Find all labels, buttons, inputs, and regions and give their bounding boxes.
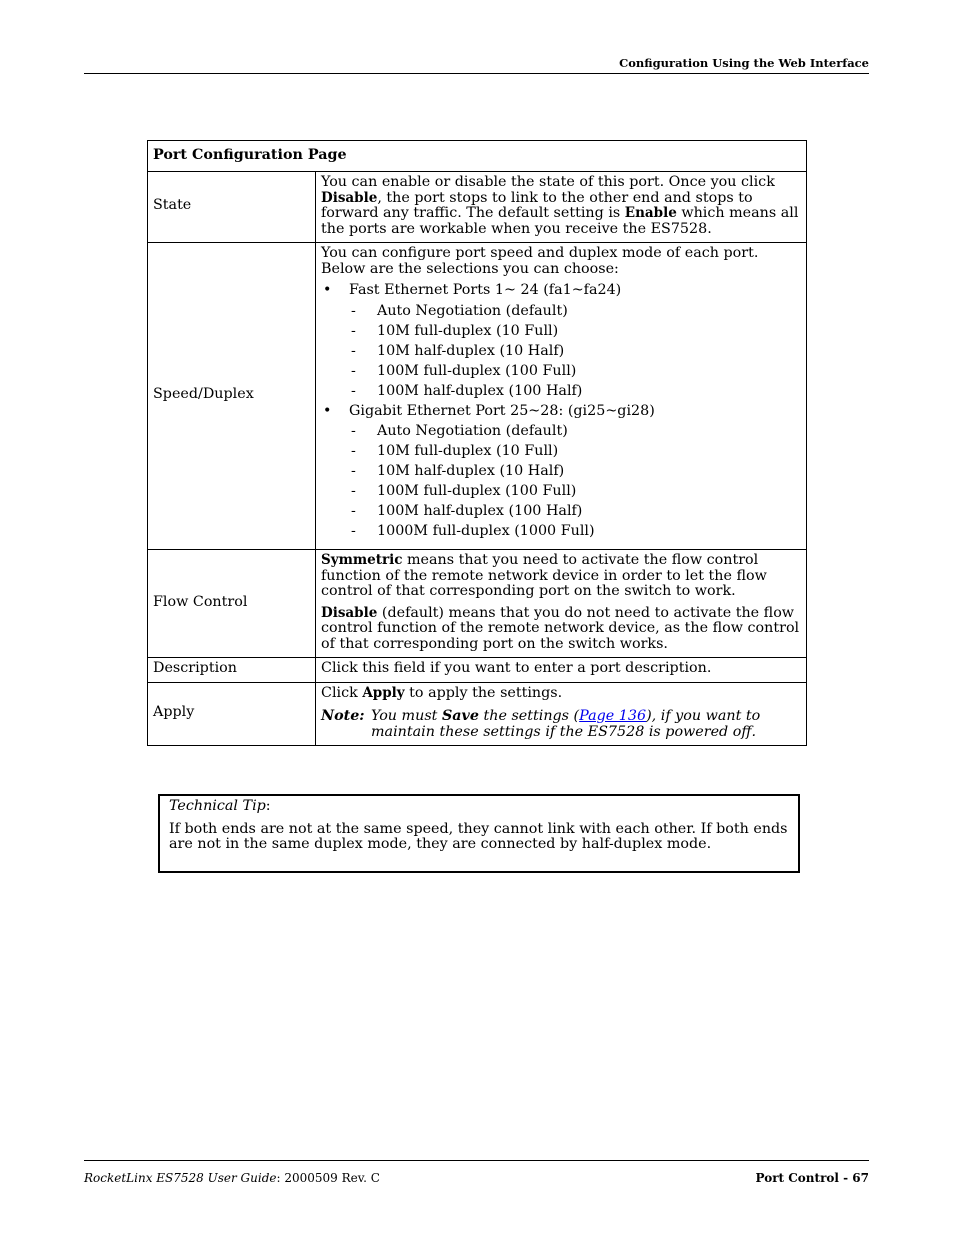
option-label: 1000M full-duplex (1000 Full) xyxy=(377,523,595,539)
flow-disable-text: (default) means that you do not need to activate the flow control function of the remote network device, as the flow control of that corresponding port on the switch works. xyxy=(321,604,800,652)
header-rule xyxy=(84,73,869,74)
table-row-apply xyxy=(148,682,807,746)
state-text-3: which means all the ports are workable when you receive the ES7528. xyxy=(321,205,799,237)
flow-symmetric-text: means that you need to activate the flow control function of the remote network device in order to let the flow control of that corresponding port on the switch to work. xyxy=(321,552,767,599)
page-136-link[interactable]: Page 136 xyxy=(579,708,647,724)
state-text-2: , the port stops to link to the other end and stops to forward any traffic. The default setting is xyxy=(321,189,753,221)
row-label-flow-control: Flow Control xyxy=(148,550,316,658)
apply-text-1: Click xyxy=(321,684,363,701)
apply-note xyxy=(321,709,801,740)
list-item xyxy=(349,304,801,320)
dash-glyph: - xyxy=(351,443,356,459)
row-label-apply: Apply xyxy=(148,682,316,746)
apply-text xyxy=(321,686,801,702)
row-label-state: State xyxy=(148,172,316,243)
bullet-glyph: • xyxy=(323,282,332,298)
note-text-3: ), if you want to maintain these settings if the ES7528 is powered off. xyxy=(371,708,761,740)
flow-symmetric-para xyxy=(321,553,801,600)
option-label: 100M half-duplex (100 Half) xyxy=(377,503,583,519)
list-item xyxy=(349,384,801,400)
list-item xyxy=(349,324,801,340)
option-label: 10M full-duplex (10 Full) xyxy=(377,443,559,459)
footer-doc-number: : 2000509 Rev. C xyxy=(276,1171,380,1185)
speed-intro: You can configure port speed and duplex mode of each port. Below are the selections you can choose: xyxy=(321,245,759,277)
tip-text: If both ends are not at the same speed, they cannot link with each other. If both ends are not in the same duplex mode, they are connected by half-duplex mode. xyxy=(169,820,788,852)
list-item xyxy=(349,464,801,480)
bullet-glyph: • xyxy=(323,402,332,419)
fast-ethernet-options xyxy=(349,304,801,400)
list-item xyxy=(349,364,801,380)
list-item xyxy=(349,504,801,520)
row-label-description: Description xyxy=(148,658,316,683)
table-title: Port Configuration Page xyxy=(148,141,807,172)
table-title-row xyxy=(148,141,807,172)
option-label: 10M full-duplex (10 Full) xyxy=(377,322,559,339)
note-bold-save: Save xyxy=(441,708,479,724)
flow-disable-para xyxy=(321,606,801,653)
list-item xyxy=(349,424,801,440)
dash-glyph: - xyxy=(351,523,356,539)
apply-text-2: to apply the settings. xyxy=(404,684,563,701)
option-label: 100M full-duplex (100 Full) xyxy=(377,362,577,379)
list-item xyxy=(349,484,801,500)
note-label: Note: xyxy=(321,708,365,724)
option-label: 10M half-duplex (10 Half) xyxy=(377,463,565,479)
footer-page-number: Port Control - 67 xyxy=(755,1171,869,1185)
dash-glyph: - xyxy=(351,362,356,379)
row-desc-flow-control xyxy=(316,550,807,658)
tip-title-line xyxy=(169,799,793,815)
state-text-1: You can enable or disable the state of this port. Once you click xyxy=(321,174,775,190)
list-item xyxy=(349,524,801,540)
gigabit-ethernet-options xyxy=(349,424,801,540)
speed-port-list xyxy=(321,283,801,540)
list-item xyxy=(349,344,801,360)
note-text-1: You must xyxy=(371,708,442,724)
row-desc-state xyxy=(316,172,807,243)
dash-glyph: - xyxy=(351,423,356,439)
footer-product: RocketLinx ES7528 User Guide xyxy=(84,1171,277,1185)
dash-glyph: - xyxy=(351,302,356,319)
list-item-fast-ethernet xyxy=(321,283,801,399)
dash-glyph: - xyxy=(351,382,356,399)
row-desc-description: Click this field if you want to enter a port description. xyxy=(316,658,807,683)
option-label: Auto Negotiation (default) xyxy=(377,423,568,439)
dash-glyph: - xyxy=(351,342,356,359)
row-desc-speed-duplex xyxy=(316,243,807,550)
footer-doc-info xyxy=(84,1171,380,1185)
technical-tip-box xyxy=(158,794,800,873)
dash-glyph: - xyxy=(351,322,356,339)
option-label: Auto Negotiation (default) xyxy=(377,302,568,319)
table-row-state xyxy=(148,172,807,243)
row-label-speed-duplex: Speed/Duplex xyxy=(148,243,316,550)
table-row-flow-control xyxy=(148,550,807,658)
tip-title-colon: : xyxy=(265,798,271,814)
option-label: 100M half-duplex (100 Half) xyxy=(377,382,583,399)
row-desc-apply xyxy=(316,682,807,746)
state-bold-enable: Enable xyxy=(624,205,677,221)
apply-bold: Apply xyxy=(362,684,405,701)
gigabit-ethernet-title: Gigabit Ethernet Port 25~28: (gi25~gi28) xyxy=(349,402,655,419)
option-label: 10M half-duplex (10 Half) xyxy=(377,342,565,359)
dash-glyph: - xyxy=(351,483,356,499)
dash-glyph: - xyxy=(351,463,356,479)
option-label: 100M full-duplex (100 Full) xyxy=(377,483,577,499)
flow-bold-disable: Disable xyxy=(321,604,378,621)
footer-rule xyxy=(84,1160,869,1161)
fast-ethernet-title: Fast Ethernet Ports 1~ 24 (fa1~fa24) xyxy=(349,282,622,298)
state-bold-disable: Disable xyxy=(321,189,378,206)
flow-bold-symmetric: Symmetric xyxy=(321,552,403,568)
note-text-2: the settings ( xyxy=(478,708,580,724)
table-row-speed-duplex xyxy=(148,243,807,550)
page-header-title: Configuration Using the Web Interface xyxy=(619,56,869,70)
dash-glyph: - xyxy=(351,503,356,519)
port-configuration-table xyxy=(147,140,807,746)
list-item xyxy=(349,444,801,460)
list-item-gigabit-ethernet xyxy=(321,404,801,540)
tip-title: Technical Tip xyxy=(169,798,266,814)
table-row-description xyxy=(148,658,807,683)
